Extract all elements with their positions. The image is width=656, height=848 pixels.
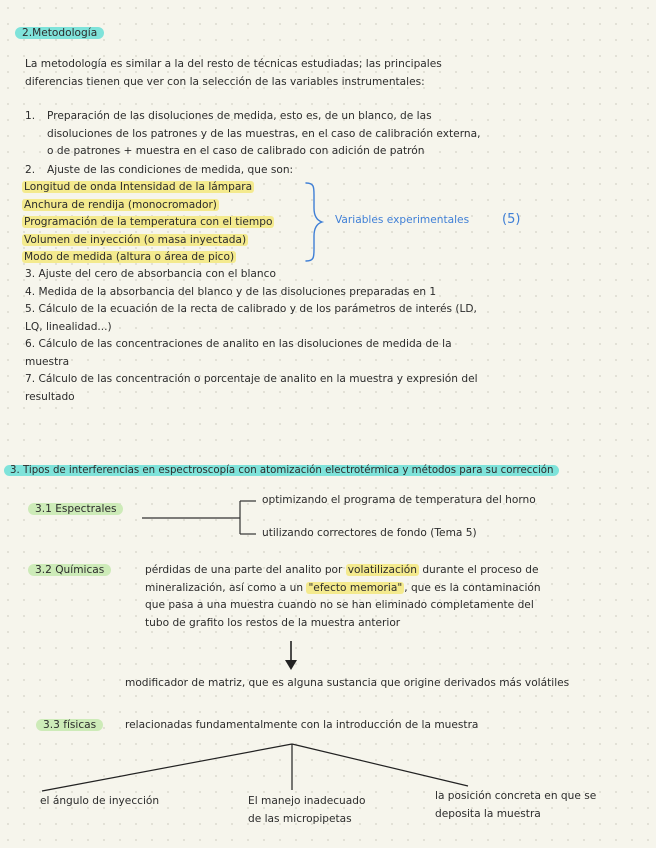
step-2-number: 2.: [25, 164, 36, 176]
step-1-number: 1.: [25, 110, 36, 122]
physical-tree-line: [42, 744, 292, 791]
section-2-heading-text: 2.Metodología: [15, 27, 104, 39]
step-1-line: Preparación de las disoluciones de medida, esto es, de un blanco, de las: [47, 110, 432, 122]
down-arrow-icon: [285, 660, 297, 670]
physical-branch-1: el ángulo de inyección: [40, 795, 160, 807]
step-line: 3. Ajuste del cero de absorbancia con el blanco: [25, 268, 276, 280]
memory-effect-highlight: "efecto memoria": [308, 581, 403, 594]
physical-branch-3-line: deposita la muestra: [435, 807, 541, 820]
step-line: LQ, linealidad...): [25, 320, 112, 333]
curly-brace: [306, 183, 322, 261]
intro-line: diferencias tienen que ver con la selección de las variables instrumentales:: [25, 75, 425, 88]
step-line: 4. Medida de la absorbancia del blanco y de las disoluciones preparadas en 1: [25, 285, 437, 298]
step-line: 6. Cálculo de las concentraciones de analito en las disoluciones de medida de la: [25, 338, 452, 350]
physical-branch-2-line: de las micropipetas: [248, 812, 352, 825]
spectral-branch-2: utilizando correctores de fondo (Tema 5): [262, 527, 477, 539]
step-line: resultado: [25, 390, 75, 403]
chemical-line-3: que pasa a una muestra cuando no se han eliminado completamente del: [145, 599, 534, 611]
step-1-line: o de patrones + muestra en el caso de calibrado con adición de patrón: [47, 145, 425, 157]
volatilization-highlight: volatilización: [347, 564, 417, 576]
chemical-line-2-end: , que es la contaminación: [404, 581, 541, 594]
chemical-line-1-start: pérdidas de una parte del analito por: [145, 564, 346, 576]
condition-item: Programación de la temperatura con el tiempo: [24, 216, 273, 228]
physical-label-text: 3.3 físicas: [36, 719, 103, 731]
spectral-label-text: 3.1 Espectrales: [28, 503, 123, 515]
step-1-line: disoluciones de los patrones y de las muestras, en el caso de calibración externa,: [47, 127, 481, 140]
section-3-heading-text: 3. Tipos de interferencias en espectroscopía con atomización electrotérmica y métodos para su corrección: [4, 465, 559, 476]
variables-label: Variables experimentales: [335, 214, 470, 226]
spectral-branch-1: optimizando el programa de temperatura del horno: [262, 494, 536, 506]
condition-item: Modo de medida (altura o área de pico): [24, 251, 235, 263]
physical-tree-line: [292, 744, 468, 786]
physical-branch-3-line: la posición concreta en que se: [435, 790, 597, 802]
chemical-label-text: 3.2 Químicas: [28, 564, 111, 576]
chemical-line-1-end: durante el proceso de: [418, 564, 539, 576]
matrix-modifier-text: modificador de matriz, que es alguna sustancia que origine derivados más volátiles: [125, 677, 570, 689]
step-line: muestra: [25, 355, 70, 368]
step-line: 7. Cálculo de las concentración o porcentaje de analito en la muestra y expresión del: [25, 373, 478, 385]
chemical-line-2-start: mineralización, así como a un: [145, 581, 307, 594]
condition-item: Anchura de rendija (monocromador): [24, 198, 217, 211]
physical-text: relacionadas fundamentalmente con la introducción de la muestra: [125, 719, 479, 731]
condition-item: Volumen de inyección (o masa inyectada): [24, 233, 247, 246]
intro-line: La metodología es similar a la del resto de técnicas estudiadas; las principales: [25, 58, 442, 70]
variables-count: (5): [502, 212, 521, 227]
physical-branch-2-line: El manejo inadecuado: [248, 795, 366, 807]
step-2-text: Ajuste de las condiciones de medida, que son:: [47, 164, 294, 176]
step-line: 5. Cálculo de la ecuación de la recta de calibrado y de los parámetros de interés (LD,: [25, 303, 477, 315]
condition-item: Longitud de onda Intensidad de la lámpara: [24, 181, 253, 193]
chemical-line-4: tubo de grafito los restos de la muestra anterior: [145, 616, 401, 629]
